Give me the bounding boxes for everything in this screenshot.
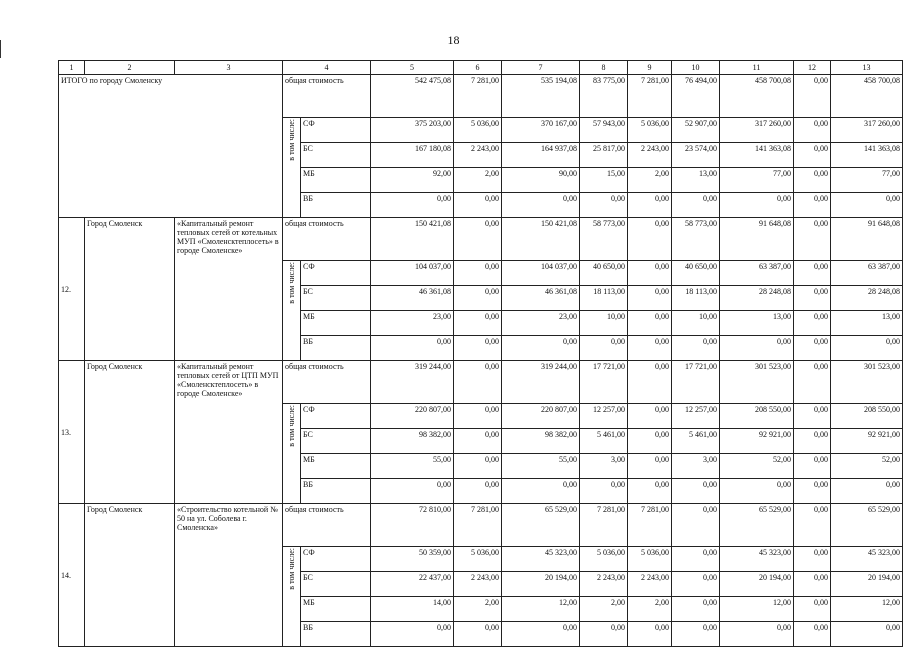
value-cell: 0,00	[628, 218, 672, 261]
value-cell: 72 810,00	[371, 504, 454, 547]
value-cell: 0,00	[672, 336, 720, 361]
value-cell: 18 113,00	[672, 286, 720, 311]
value-cell: 40 650,00	[672, 261, 720, 286]
value-cell: 0,00	[628, 429, 672, 454]
value-cell: 150 421,08	[371, 218, 454, 261]
value-cell: 0,00	[794, 218, 831, 261]
in-that-number-label	[283, 404, 301, 504]
value-cell: 50 359,00	[371, 547, 454, 572]
value-cell: 5 036,00	[454, 118, 502, 143]
value-cell: 167 180,08	[371, 143, 454, 168]
funding-source-label: МБ	[301, 454, 371, 479]
value-cell: 65 529,00	[720, 504, 794, 547]
value-cell: 3,00	[672, 454, 720, 479]
value-cell: 208 550,00	[720, 404, 794, 429]
value-cell: 77,00	[720, 168, 794, 193]
in-that-number-label	[283, 547, 301, 647]
value-cell: 0,00	[831, 622, 903, 647]
funding-source-label: БС	[301, 572, 371, 597]
column-header: 8	[580, 61, 628, 75]
value-cell: 0,00	[794, 336, 831, 361]
entry-number: 13.	[59, 361, 85, 504]
value-cell: 0,00	[454, 479, 502, 504]
value-cell: 0,00	[720, 479, 794, 504]
entry-number: 14.	[59, 504, 85, 647]
value-cell: 0,00	[371, 622, 454, 647]
value-cell: 220 807,00	[371, 404, 454, 429]
value-cell: 3,00	[580, 454, 628, 479]
value-cell: 46 361,08	[371, 286, 454, 311]
value-cell: 45 323,00	[831, 547, 903, 572]
value-cell: 2,00	[454, 597, 502, 622]
value-cell: 0,00	[628, 336, 672, 361]
in-that-number-text: в том числе:	[287, 119, 296, 161]
value-cell: 0,00	[672, 193, 720, 218]
funding-source-label: БС	[301, 429, 371, 454]
value-cell: 141 363,08	[720, 143, 794, 168]
value-cell: 0,00	[454, 311, 502, 336]
value-cell: 0,00	[628, 622, 672, 647]
column-header: 9	[628, 61, 672, 75]
report-table	[58, 60, 903, 647]
value-cell: 5 036,00	[628, 118, 672, 143]
value-cell: 22 437,00	[371, 572, 454, 597]
value-cell: 0,00	[502, 479, 580, 504]
entry-project: «Капитальный ремонт тепловых сетей от ЦТП МУП «Смоленсктеплосеть» в городе Смоленске»	[175, 361, 283, 504]
funding-source-label: БС	[301, 143, 371, 168]
value-cell: 104 037,00	[502, 261, 580, 286]
value-cell: 2,00	[628, 168, 672, 193]
value-cell: 65 529,00	[831, 504, 903, 547]
value-cell: 63 387,00	[831, 261, 903, 286]
value-cell: 5 036,00	[580, 547, 628, 572]
value-cell: 2,00	[580, 597, 628, 622]
column-header: 2	[85, 61, 175, 75]
value-cell: 28 248,08	[831, 286, 903, 311]
funding-source-label: СФ	[301, 118, 371, 143]
page-number: 18	[447, 33, 460, 47]
entry-row	[59, 218, 903, 261]
value-cell: 0,00	[794, 361, 831, 404]
funding-source-label: ВБ	[301, 336, 371, 361]
value-cell: 63 387,00	[720, 261, 794, 286]
value-cell: 17 721,00	[672, 361, 720, 404]
value-cell: 12 257,00	[580, 404, 628, 429]
value-cell: 0,00	[672, 479, 720, 504]
in-that-number-text: в том числе:	[287, 262, 296, 304]
column-header: 7	[502, 61, 580, 75]
in-that-number-text: в том числе:	[287, 548, 296, 590]
value-cell: 92,00	[371, 168, 454, 193]
funding-source-label: СФ	[301, 547, 371, 572]
value-cell: 0,00	[794, 286, 831, 311]
value-cell: 0,00	[371, 193, 454, 218]
value-cell: 40 650,00	[580, 261, 628, 286]
value-cell: 317 260,00	[831, 118, 903, 143]
value-cell: 0,00	[628, 193, 672, 218]
value-cell: 5 036,00	[628, 547, 672, 572]
value-cell: 0,00	[628, 404, 672, 429]
value-cell: 20 194,00	[831, 572, 903, 597]
column-header: 6	[454, 61, 502, 75]
value-cell: 77,00	[831, 168, 903, 193]
total-label: ИТОГО по городу Смоленску	[59, 75, 283, 218]
value-cell: 0,00	[454, 622, 502, 647]
value-cell: 0,00	[794, 572, 831, 597]
value-cell: 25 817,00	[580, 143, 628, 168]
value-cell: 458 700,08	[831, 75, 903, 118]
value-cell: 20 194,00	[502, 572, 580, 597]
value-cell: 13,00	[672, 168, 720, 193]
column-header: 10	[672, 61, 720, 75]
value-cell: 0,00	[720, 622, 794, 647]
value-cell: 458 700,08	[720, 75, 794, 118]
value-cell: 535 194,08	[502, 75, 580, 118]
value-cell: 542 475,08	[371, 75, 454, 118]
value-cell: 14,00	[371, 597, 454, 622]
value-cell: 90,00	[502, 168, 580, 193]
value-cell: 23,00	[502, 311, 580, 336]
value-cell: 0,00	[672, 572, 720, 597]
column-header: 11	[720, 61, 794, 75]
value-cell: 52,00	[831, 454, 903, 479]
value-cell: 12 257,00	[672, 404, 720, 429]
value-cell: 52,00	[720, 454, 794, 479]
value-cell: 0,00	[794, 143, 831, 168]
cost-type-label: общая стоимость	[283, 504, 371, 547]
value-cell: 0,00	[672, 547, 720, 572]
value-cell: 164 937,08	[502, 143, 580, 168]
value-cell: 0,00	[720, 193, 794, 218]
value-cell: 46 361,08	[502, 286, 580, 311]
funding-source-label: СФ	[301, 261, 371, 286]
value-cell: 0,00	[628, 286, 672, 311]
value-cell: 17 721,00	[580, 361, 628, 404]
entry-project: «Строительство котельной № 50 на ул. Соболева г. Смоленска»	[175, 504, 283, 647]
value-cell: 2,00	[454, 168, 502, 193]
funding-source-label: МБ	[301, 168, 371, 193]
column-header: 3	[175, 61, 283, 75]
funding-source-label: ВБ	[301, 479, 371, 504]
value-cell: 0,00	[672, 504, 720, 547]
value-cell: 0,00	[502, 336, 580, 361]
value-cell: 104 037,00	[371, 261, 454, 286]
entry-city: Город Смоленск	[85, 218, 175, 361]
value-cell: 0,00	[454, 361, 502, 404]
funding-source-label: СФ	[301, 404, 371, 429]
value-cell: 0,00	[794, 429, 831, 454]
value-cell: 0,00	[628, 361, 672, 404]
value-cell: 92 921,00	[831, 429, 903, 454]
value-cell: 13,00	[720, 311, 794, 336]
entry-city: Город Смоленск	[85, 361, 175, 504]
value-cell: 10,00	[580, 311, 628, 336]
value-cell: 65 529,00	[502, 504, 580, 547]
column-header: 5	[371, 61, 454, 75]
value-cell: 0,00	[794, 311, 831, 336]
value-cell: 319 244,00	[371, 361, 454, 404]
value-cell: 23,00	[371, 311, 454, 336]
report-table-body	[59, 61, 903, 647]
value-cell: 0,00	[454, 218, 502, 261]
value-cell: 23 574,00	[672, 143, 720, 168]
value-cell: 15,00	[580, 168, 628, 193]
value-cell: 55,00	[502, 454, 580, 479]
value-cell: 76 494,00	[672, 75, 720, 118]
value-cell: 150 421,08	[502, 218, 580, 261]
value-cell: 0,00	[628, 479, 672, 504]
value-cell: 2 243,00	[454, 572, 502, 597]
total-row	[59, 75, 903, 118]
value-cell: 208 550,00	[831, 404, 903, 429]
value-cell: 0,00	[628, 311, 672, 336]
value-cell: 0,00	[454, 404, 502, 429]
value-cell: 0,00	[794, 168, 831, 193]
value-cell: 0,00	[371, 479, 454, 504]
value-cell: 7 281,00	[454, 75, 502, 118]
entry-number: 12.	[59, 218, 85, 361]
value-cell: 0,00	[794, 454, 831, 479]
value-cell: 0,00	[794, 547, 831, 572]
value-cell: 0,00	[672, 622, 720, 647]
value-cell: 98 382,00	[371, 429, 454, 454]
funding-source-label: МБ	[301, 311, 371, 336]
value-cell: 58 773,00	[672, 218, 720, 261]
value-cell: 20 194,00	[720, 572, 794, 597]
value-cell: 0,00	[720, 336, 794, 361]
column-header: 4	[283, 61, 371, 75]
value-cell: 319 244,00	[502, 361, 580, 404]
value-cell: 5 461,00	[672, 429, 720, 454]
in-that-number-text: в том числе:	[287, 405, 296, 447]
value-cell: 12,00	[831, 597, 903, 622]
value-cell: 13,00	[831, 311, 903, 336]
value-cell: 0,00	[502, 622, 580, 647]
funding-source-label: БС	[301, 286, 371, 311]
value-cell: 7 281,00	[628, 504, 672, 547]
value-cell: 0,00	[794, 504, 831, 547]
value-cell: 92 921,00	[720, 429, 794, 454]
in-that-number-label	[283, 261, 301, 361]
value-cell: 91 648,08	[831, 218, 903, 261]
value-cell: 18 113,00	[580, 286, 628, 311]
value-cell: 0,00	[794, 118, 831, 143]
cost-type-label: общая стоимость	[283, 75, 371, 118]
value-cell: 12,00	[502, 597, 580, 622]
value-cell: 5 461,00	[580, 429, 628, 454]
value-cell: 0,00	[831, 336, 903, 361]
value-cell: 0,00	[580, 193, 628, 218]
value-cell: 0,00	[831, 193, 903, 218]
value-cell: 0,00	[794, 597, 831, 622]
value-cell: 0,00	[580, 336, 628, 361]
value-cell: 0,00	[454, 261, 502, 286]
value-cell: 0,00	[454, 454, 502, 479]
funding-source-label: ВБ	[301, 193, 371, 218]
value-cell: 7 281,00	[628, 75, 672, 118]
value-cell: 2 243,00	[628, 572, 672, 597]
value-cell: 0,00	[794, 193, 831, 218]
value-cell: 375 203,00	[371, 118, 454, 143]
value-cell: 0,00	[672, 597, 720, 622]
value-cell: 45 323,00	[502, 547, 580, 572]
column-number-row	[59, 61, 903, 75]
column-header: 13	[831, 61, 903, 75]
value-cell: 0,00	[502, 193, 580, 218]
value-cell: 0,00	[794, 479, 831, 504]
value-cell: 12,00	[720, 597, 794, 622]
entry-row	[59, 361, 903, 404]
value-cell: 0,00	[628, 454, 672, 479]
column-header: 12	[794, 61, 831, 75]
value-cell: 141 363,08	[831, 143, 903, 168]
value-cell: 28 248,08	[720, 286, 794, 311]
value-cell: 0,00	[580, 622, 628, 647]
value-cell: 98 382,00	[502, 429, 580, 454]
value-cell: 0,00	[454, 336, 502, 361]
value-cell: 2 243,00	[454, 143, 502, 168]
column-header: 1	[59, 61, 85, 75]
value-cell: 301 523,00	[831, 361, 903, 404]
value-cell: 0,00	[794, 75, 831, 118]
value-cell: 91 648,08	[720, 218, 794, 261]
entry-row	[59, 504, 903, 547]
value-cell: 301 523,00	[720, 361, 794, 404]
value-cell: 58 773,00	[580, 218, 628, 261]
value-cell: 10,00	[672, 311, 720, 336]
entry-city: Город Смоленск	[85, 504, 175, 647]
value-cell: 52 907,00	[672, 118, 720, 143]
in-that-number-label	[283, 118, 301, 218]
entry-project: «Капитальный ремонт тепловых сетей от котельных МУП «Смоленсктеплосеть» в городе Смоленске»	[175, 218, 283, 361]
value-cell: 0,00	[794, 622, 831, 647]
cost-type-label: общая стоимость	[283, 218, 371, 261]
value-cell: 0,00	[628, 261, 672, 286]
cost-type-label: общая стоимость	[283, 361, 371, 404]
funding-source-label: МБ	[301, 597, 371, 622]
value-cell: 0,00	[831, 479, 903, 504]
value-cell: 55,00	[371, 454, 454, 479]
value-cell: 45 323,00	[720, 547, 794, 572]
value-cell: 2,00	[628, 597, 672, 622]
value-cell: 83 775,00	[580, 75, 628, 118]
value-cell: 2 243,00	[628, 143, 672, 168]
value-cell: 0,00	[371, 336, 454, 361]
value-cell: 7 281,00	[454, 504, 502, 547]
value-cell: 57 943,00	[580, 118, 628, 143]
value-cell: 0,00	[794, 261, 831, 286]
value-cell: 7 281,00	[580, 504, 628, 547]
value-cell: 0,00	[454, 193, 502, 218]
value-cell: 5 036,00	[454, 547, 502, 572]
value-cell: 220 807,00	[502, 404, 580, 429]
value-cell: 0,00	[454, 429, 502, 454]
value-cell: 317 260,00	[720, 118, 794, 143]
value-cell: 2 243,00	[580, 572, 628, 597]
value-cell: 0,00	[454, 286, 502, 311]
value-cell: 0,00	[580, 479, 628, 504]
value-cell: 0,00	[794, 404, 831, 429]
funding-source-label: ВБ	[301, 622, 371, 647]
value-cell: 370 167,00	[502, 118, 580, 143]
